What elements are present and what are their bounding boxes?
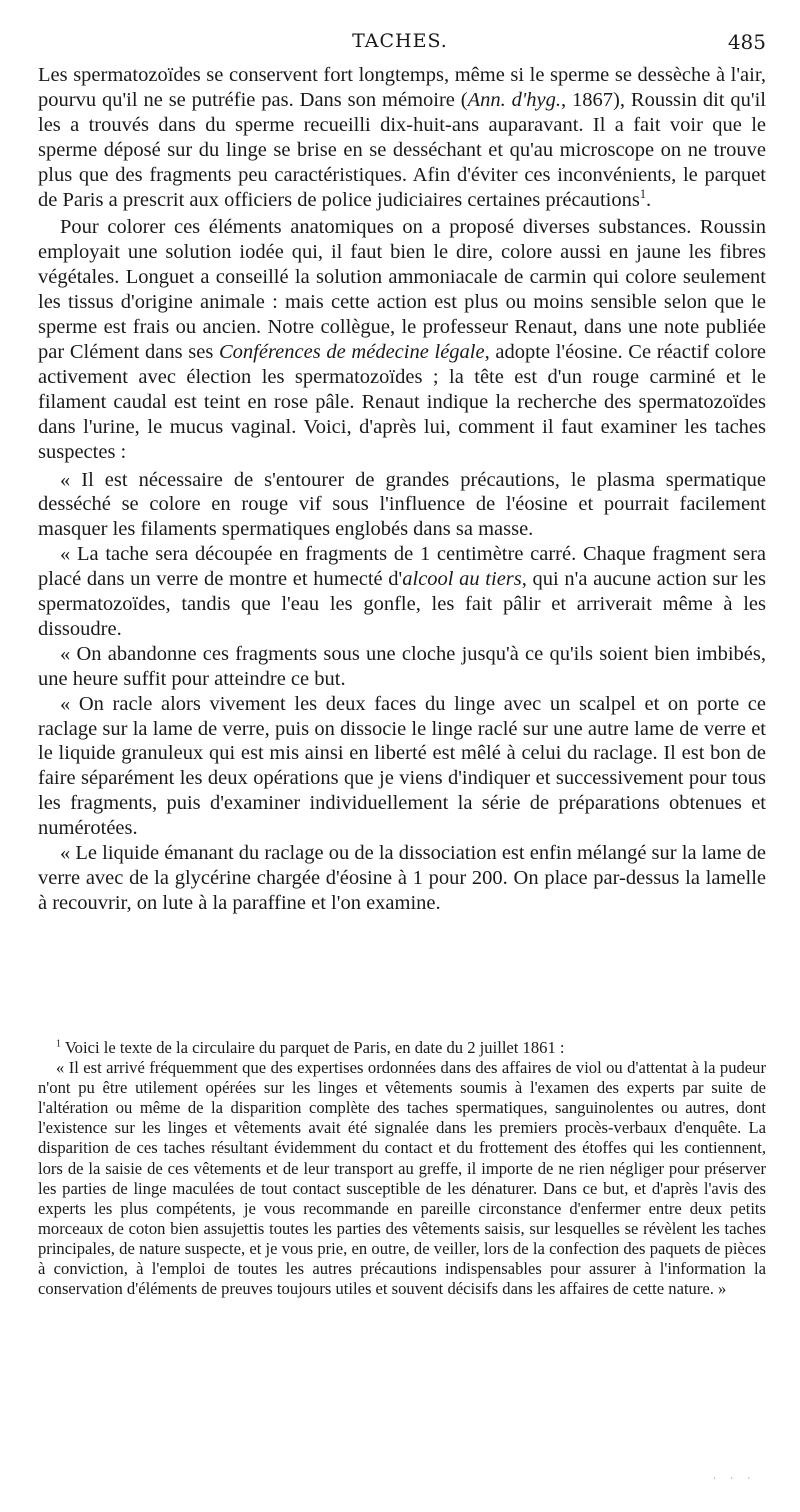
quote-paragraph-fragments: « La tache sera découpée en fragments de 1 centimètre carré. Chaque fragment sera placé dans un verre de montre et humecté d'alcool au tiers, qui n'a aucune action sur les spermatozoïdes, tandis que l'eau les gonfle, les fait pâlir et arriverait même à les dissoudre. — [38, 543, 767, 640]
footnote-circular-quote: « Il est arrivé fréquemment que des expertises ordonnées dans des affaires de viol ou d'attentat à la pudeur n'ont pu être utilement opérées sur les linges et vêtements soumis à l'examen des experts par suite de l'altération ou même de la disparition complète des taches spermatiques, sanguinolentes ou autres, dont l'existence sur les linges et vêtements avait été signalée dans les premiers procès-verbaux d'enquête. La disparition de ces taches résultant évidemment du contact et du frottement des étoffes qui les contiennent, lors de la saisie de ces vêtements et de leur transport au greffe, il importe de ne rien négliger pour préserver les parties de linge maculées de tout contact susceptible de les dénaturer. Dans ce but, et d'après l'avis des experts les plus compétents, je vous recommande en pareille circonstance d'enfermer entre deux petits morceaux de coton bien assujettis toutes les parties des vêtements saisis, sur lesquelles se révèlent les taches principales, de nature suspecte, et je vous prie, en outre, de veiller, lors de la confection des paquets de pièces à conviction, à l'emploi de toutes les autres précautions indispensables pour assurer à l'information la conservation d'éléments de preuves toujours utiles et souvent décisifs dans les affaires de cette nature. » — [38, 1058, 766, 1299]
page-edge-mark: · · · — [713, 1474, 756, 1483]
page-number: 485 — [727, 30, 766, 54]
footnote-intro: $^1$ Voici le texte de la circulaire du parquet de Paris, en date du 2 juillet 1861 : — [56, 1038, 565, 1057]
footnote-block — [38, 1038, 766, 1299]
footnote-reference: 1 — [639, 186, 647, 201]
term-alcool-au-tiers: alcool au tiers — [402, 568, 522, 591]
running-header — [34, 30, 766, 60]
quote-paragraph-bell-jar: « On abandonne ces fragments sous une cloche jusqu'à ce qu'ils soient bien imbibés, une heure suffit pour atteindre ce but. — [38, 642, 766, 690]
paragraph-coloring-agents: Pour colorer ces éléments anatomiques on a proposé diverses substances. Roussin employait une solution iodée qui, il faut bien le dire, colore aussi en jaune les fibres végétales. Longuet a conseillé la solution ammoniacale de carmin qui colore seulement les tissus d'origine animale : mais cette action est plus ou moins sensible selon que le sperme est frais ou ancien. Notre collègue, le professeur Renaut, dans une note publiée par Clément dans ses Conférences de médecine légale, adopte l'éosine. Ce réactif colore activement avec élection les spermatozoïdes ; la tête est d'un rouge carminé et le filament caudal est teint en rose pâle. Renaut indique la recherche des spermatozoïdes dans l'urine, le mucus vaginal. Voici, d'après lui, comment il faut examiner les taches suspectes : — [38, 216, 766, 463]
quote-paragraph-glycerine: « Le liquide émanant du raclage ou de la dissociation est enfin mélangé sur la lame de verre avec de la glycérine chargée d'éosine à 1 pour 200. On place par-dessus la lamelle à recouvrir, on lute à la paraffine et l'on examine. — [38, 842, 766, 914]
citation-ann-hyg: Ann. d'hyg. — [467, 88, 562, 111]
footnote-marker: 1 — [56, 1038, 61, 1050]
running-title: TACHES. — [352, 30, 448, 52]
quote-paragraph-scraping: « On racle alors vivement les deux faces du linge avec un scalpel et on porte ce raclage sur la lame de verre, puis on dissocie le linge raclé sur une autre lame de verre et le liquide granuleux qui est mis ainsi en liberté est mêlé à celui du raclage. Il est bon de faire séparément les deux opérations que je viens d'indiquer et successivement pour tous les fragments, puis d'examiner individuellement la série de préparations obtenues et numérotées. — [38, 692, 766, 840]
citation-conferences: Conférences de médecine légale — [219, 340, 485, 363]
body-text — [38, 63, 766, 916]
quote-paragraph-precautions: « Il est nécessaire de s'entourer de grandes précautions, le plasma spermatique desséché se colore en rouge vif sous l'influence de l'éosine et pourrait facilement masquer les filaments spermatiques englobés dans sa masse. — [38, 468, 766, 541]
paragraph-spermatozoa-preservation: Les spermatozoïdes se conservent fort longtemps, même si le sperme se dessèche à l'air, pourvu qu'il ne se putréfie pas. Dans son mémoire (Ann. d'hyg., 1867), Roussin dit qu'il les a trouvés dans du sperme recueilli dix-huit-ans auparavant. Il a fait voir que le sperme déposé sur du linge se brise en se desséchant et qu'au microscope on ne trouve plus que des fragments peu caractéristiques. Afin d'éviter ces inconvénients, le parquet de Paris a prescrit aux officiers de police judiciaires certaines précautions$^1$. — [38, 64, 766, 211]
